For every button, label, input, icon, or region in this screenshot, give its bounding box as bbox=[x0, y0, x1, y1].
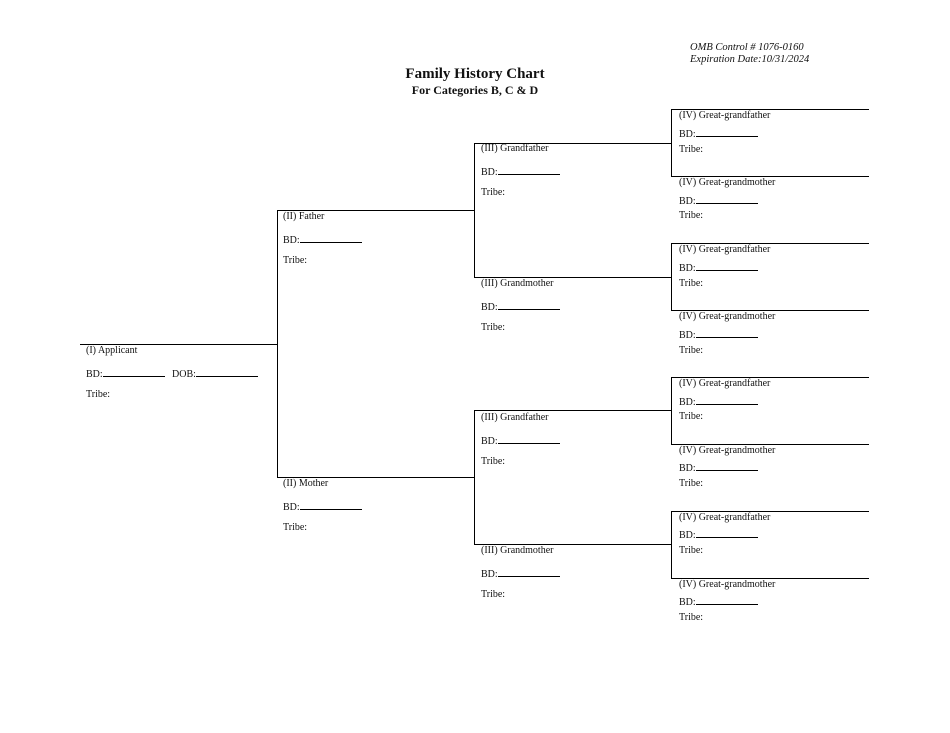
bd-label: BD: bbox=[679, 463, 696, 474]
grandmother-1-label: (III) Grandmother bbox=[481, 278, 554, 289]
bd-blank[interactable] bbox=[696, 328, 758, 338]
bd-label: BD: bbox=[283, 235, 300, 246]
grandfather-2-label: (III) Grandfather bbox=[481, 412, 549, 423]
gg-5-bd-field[interactable] bbox=[679, 395, 758, 408]
gg-4-bd-field[interactable] bbox=[679, 328, 758, 341]
applicant-bd-field[interactable] bbox=[86, 367, 165, 380]
parents-connector bbox=[277, 210, 278, 477]
page-title: Family History Chart bbox=[405, 66, 545, 82]
gg-7-bd-field[interactable] bbox=[679, 528, 758, 541]
maternal-grandparents-connector bbox=[474, 410, 475, 544]
bd-blank[interactable] bbox=[696, 461, 758, 471]
bd-label: BD: bbox=[679, 330, 696, 341]
gg-6-tribe-label: Tribe: bbox=[679, 478, 704, 489]
bd-blank[interactable] bbox=[300, 233, 362, 243]
gg-connector-1 bbox=[671, 109, 672, 176]
grandmother-1-bd-field[interactable] bbox=[481, 300, 560, 313]
bd-blank[interactable] bbox=[696, 261, 758, 271]
bd-blank[interactable] bbox=[498, 567, 560, 577]
grandmother-1-tribe-label: Tribe: bbox=[481, 322, 506, 333]
bd-label: BD: bbox=[481, 569, 498, 580]
bd-label: BD: bbox=[679, 597, 696, 608]
bd-blank[interactable] bbox=[696, 395, 758, 405]
bd-blank[interactable] bbox=[498, 300, 560, 310]
father-bd-field[interactable] bbox=[283, 233, 362, 246]
mother-tribe-label: Tribe: bbox=[283, 522, 308, 533]
bd-label: BD: bbox=[679, 129, 696, 140]
bd-label: BD: bbox=[86, 369, 103, 380]
gg-2-tribe-label: Tribe: bbox=[679, 210, 704, 221]
gg-3-label: (IV) Great-grandfather bbox=[679, 244, 771, 255]
grandmother-2-bd-field[interactable] bbox=[481, 567, 560, 580]
dob-label: DOB: bbox=[172, 369, 196, 380]
bd-label: BD: bbox=[283, 502, 300, 513]
dob-blank[interactable] bbox=[196, 367, 258, 377]
gg-3-tribe-label: Tribe: bbox=[679, 278, 704, 289]
grandfather-2-line bbox=[474, 410, 671, 411]
gg-3-bd-field[interactable] bbox=[679, 261, 758, 274]
bd-blank[interactable] bbox=[696, 595, 758, 605]
gg-5-tribe-label: Tribe: bbox=[679, 411, 704, 422]
omb-control-number: OMB Control # 1076-0160 bbox=[690, 42, 804, 53]
gg-1-label: (IV) Great-grandfather bbox=[679, 110, 771, 121]
grandfather-2-tribe-label: Tribe: bbox=[481, 456, 506, 467]
bd-label: BD: bbox=[679, 530, 696, 541]
mother-label: (II) Mother bbox=[283, 478, 329, 489]
applicant-tribe-label: Tribe: bbox=[86, 389, 111, 400]
bd-label: BD: bbox=[679, 263, 696, 274]
bd-blank[interactable] bbox=[498, 434, 560, 444]
applicant-label: (I) Applicant bbox=[86, 345, 138, 356]
gg-1-bd-field[interactable] bbox=[679, 127, 758, 140]
page-subtitle: For Categories B, C & D bbox=[411, 83, 539, 97]
gg-7-label: (IV) Great-grandfather bbox=[679, 512, 771, 523]
bd-blank[interactable] bbox=[300, 500, 362, 510]
bd-label: BD: bbox=[679, 196, 696, 207]
gg-8-label: (IV) Great-grandmother bbox=[679, 579, 776, 590]
bd-blank[interactable] bbox=[498, 165, 560, 175]
gg-connector-2 bbox=[671, 243, 672, 310]
grandfather-1-bd-field[interactable] bbox=[481, 165, 560, 178]
father-tribe-label: Tribe: bbox=[283, 255, 308, 266]
expiration-date: Expiration Date:10/31/2024 bbox=[690, 54, 810, 65]
gg-6-label: (IV) Great-grandmother bbox=[679, 445, 776, 456]
grandfather-2-bd-field[interactable] bbox=[481, 434, 560, 447]
gg-connector-4 bbox=[671, 511, 672, 578]
mother-bd-field[interactable] bbox=[283, 500, 362, 513]
grandfather-1-tribe-label: Tribe: bbox=[481, 187, 506, 198]
omb-info bbox=[690, 42, 809, 66]
gg-connector-3 bbox=[671, 377, 672, 444]
paternal-grandparents-connector bbox=[474, 143, 475, 277]
bd-blank[interactable] bbox=[103, 367, 165, 377]
bd-label: BD: bbox=[481, 302, 498, 313]
bd-blank[interactable] bbox=[696, 194, 758, 204]
father-label: (II) Father bbox=[283, 211, 325, 222]
gg-5-label: (IV) Great-grandfather bbox=[679, 378, 771, 389]
bd-blank[interactable] bbox=[696, 127, 758, 137]
grandmother-2-tribe-label: Tribe: bbox=[481, 589, 506, 600]
bd-blank[interactable] bbox=[696, 528, 758, 538]
gg-8-tribe-label: Tribe: bbox=[679, 612, 704, 623]
grandfather-1-label: (III) Grandfather bbox=[481, 143, 549, 154]
gg-6-bd-field[interactable] bbox=[679, 461, 758, 474]
bd-label: BD: bbox=[679, 397, 696, 408]
bd-label: BD: bbox=[481, 167, 498, 178]
grandmother-2-label: (III) Grandmother bbox=[481, 545, 554, 556]
gg-2-bd-field[interactable] bbox=[679, 194, 758, 207]
gg-7-tribe-label: Tribe: bbox=[679, 545, 704, 556]
gg-4-label: (IV) Great-grandmother bbox=[679, 311, 776, 322]
applicant-dob-field[interactable] bbox=[172, 367, 258, 380]
bd-label: BD: bbox=[481, 436, 498, 447]
gg-8-bd-field[interactable] bbox=[679, 595, 758, 608]
gg-4-tribe-label: Tribe: bbox=[679, 345, 704, 356]
gg-1-tribe-label: Tribe: bbox=[679, 144, 704, 155]
gg-2-label: (IV) Great-grandmother bbox=[679, 177, 776, 188]
